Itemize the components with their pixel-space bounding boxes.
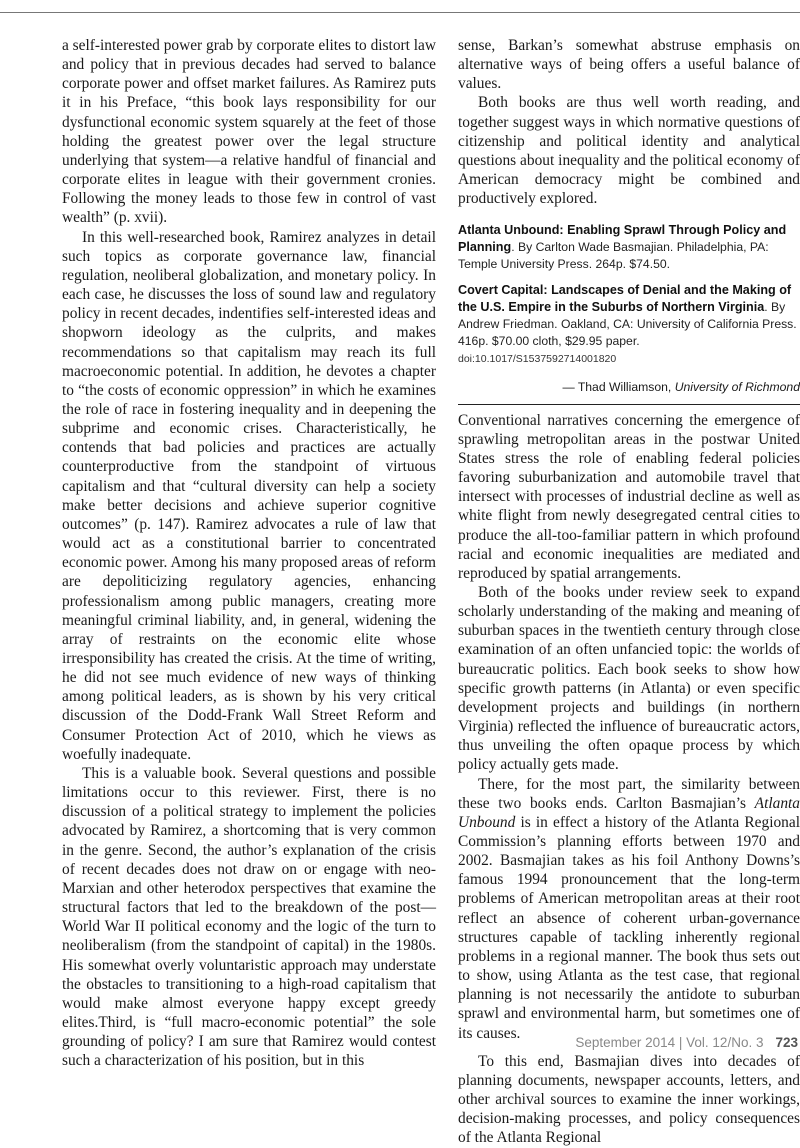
- page-number: 723: [775, 1035, 798, 1050]
- book-citation: [458, 282, 800, 368]
- section-divider: [458, 404, 800, 405]
- header-rule: [0, 0, 800, 13]
- book-title: Atlanta Unbound: Enabling Sprawl Through Policy and Planning: [458, 223, 787, 255]
- book-citation: [458, 222, 800, 273]
- paragraph: Both books are thus well worth reading, and together suggest ways in which normative questions of citizenship and political identity and analytical questions about inequality and the political economy of American democracy might be combined and productively explored.: [458, 94, 800, 208]
- paragraph: [458, 775, 800, 1043]
- book-title: Covert Capital: Landscapes of Denial and the Making of the U.S. Empire in the Suburbs of Northern Virginia: [458, 283, 792, 315]
- left-column: [62, 36, 436, 1070]
- paragraph: Conventional narratives concerning the emergence of sprawling metropolitan areas in the postwar United States stress the role of enabling federal policies favoring suburbanization and automobile travel that intersect with processes of industrial decline as well as white flight from newly desegregated central cities to produce the all-too-familiar pattern in which profound racial and economic inequalities are mediated and reproduced by spatial arrangements.: [458, 411, 800, 582]
- reviewer: [458, 378, 800, 397]
- issue-info: September 2014 | Vol. 12/No. 3: [575, 1035, 764, 1050]
- paragraph: To this end, Basmajian dives into decades of planning documents, newspaper accounts, letters, and other archival sources to examine the inner workings, decision-making processes, and policy consequences of the Atlanta Regional: [458, 1052, 800, 1147]
- reviewer-name: — Thad Williamson,: [562, 380, 675, 395]
- reviewer-affiliation: University of Richmond: [674, 380, 800, 395]
- text: There, for the most part, the similarity between these two books ends. Carlton Basmajian’s: [458, 775, 800, 812]
- book-details: . By Andrew Friedman. Oakland, CA: University of California Press. 416p. $70.00 cloth, $29.95 paper.: [458, 300, 797, 349]
- right-column: [458, 36, 800, 1148]
- paragraph: a self-interested power grab by corporate elites to distort law and policy that in previous decades had served to balance corporate power and offset market failures. As Ramirez puts it in his Preface, “this book lays responsibility for our dysfunctional economic system squarely at the feet of those holding the greatest power over the legal structure underlying that system—a relative handful of financial and corporate elites in league with their government cronies. Following the money leads to those few in control of vast wealth” (p. xvii).: [62, 37, 436, 227]
- paragraph: In this well-researched book, Ramirez analyzes in detail such topics as corporate governance law, financial regulation, neoliberal globalization, and monetary policy. In each case, he discusses the loss of sound law and regulatory policy in recent decades, indentifies self-interested ideas and shopworn ideology as the culprits, and makes recommendations so that capitalism may reach its full macroeconomic potential. In addition, he devotes a chapter to “the costs of economic oppression” in which he examines the role of race in fostering inequality and in deepening the subprime and economic crises. Characteristically, he contends that bad policies and practices are actually counterproductive from the standpoint of virtuous capitalism and that “cultural diversity can help a society make better decisions and achieve superior cognitive outcomes” (p. 147). Ramirez advocates a rule of law that would act as a constitutional barrier to concentrated economic power. Among his many proposed areas of reform are depoliticizing regulatory agencies, enhancing professionalism among public managers, creating more meaningful criminal liability, and, in general, widening the array of restraints on the economic elite whose irresponsibility has created the crisis. At the time of writing, he did not see much evidence of new ways of thinking among political leaders, as is shown by his very critical discussion of the Dodd-Frank Wall Street Reform and Consumer Protection Act of 2010, which he views as woefully inadequate.: [62, 228, 436, 763]
- paragraph: This is a valuable book. Several questions and possible limitations occur to this reviewer. First, there is no discussion of a political strategy to implement the policies advocated by Ramirez, a shortcoming that is very common in the genre. Second, the author’s explanation of the crisis of recent decades does not draw on or engage with neo-Marxian and other heterodox perspectives that examine the structural factors that led to the breakdown of the post—World War II political economy and the logic of the turn to neoliberalism (from the standpoint of capital) in the 1980s. His somewhat overly voluntaristic approach may understate the obstacles to transitioning to a high-road capitalism that would make almost everyone happy except greedy elites.Third, is “full macro-economic potential” the sole grounding of policy? I am sure that Ramirez would contest such a characterization of his position, but in this: [62, 764, 436, 1070]
- book-title-italic: Atlanta Unbound: [458, 794, 800, 831]
- book-details: . By Carlton Wade Basmajian. Philadelphia, PA: Temple University Press. 264p. $74.50.: [458, 240, 769, 272]
- page-footer: [575, 1035, 798, 1050]
- paragraph: sense, Barkan’s somewhat abstruse emphasis on alternative ways of being offers a useful balance of values.: [458, 37, 800, 93]
- doi: doi:10.1017/S1537592714001820: [458, 353, 617, 366]
- text: is in effect a history of the Atlanta Regional Commission’s planning efforts between 1970 and 2002. Basmajian takes as his foil Anthony Downs’s famous 1994 pronouncement that the long-term problems of American metropolitan areas at their root reflect an absence of coherent urban-governance structures capable of tackling inherently regional problems in a regional manner. The book thus sets out to show, using Atlanta as the test case, that regional planning is not necessarily the antidote to suburban sprawl and environmental harm, but sometimes one of its causes.: [458, 813, 800, 1042]
- paragraph: Both of the books under review seek to expand scholarly understanding of the making and meaning of suburban spaces in the twentieth century through close examination of an often unfancied topic: the worlds of bureaucratic politics. Each book seeks to show how specific growth patterns (in Atlanta) or even specific development projects and buildings (in northern Virginia) reflected the influence of bureaucratic actors, thus unveiling the often opaque process by which policy actually gets made.: [458, 583, 800, 774]
